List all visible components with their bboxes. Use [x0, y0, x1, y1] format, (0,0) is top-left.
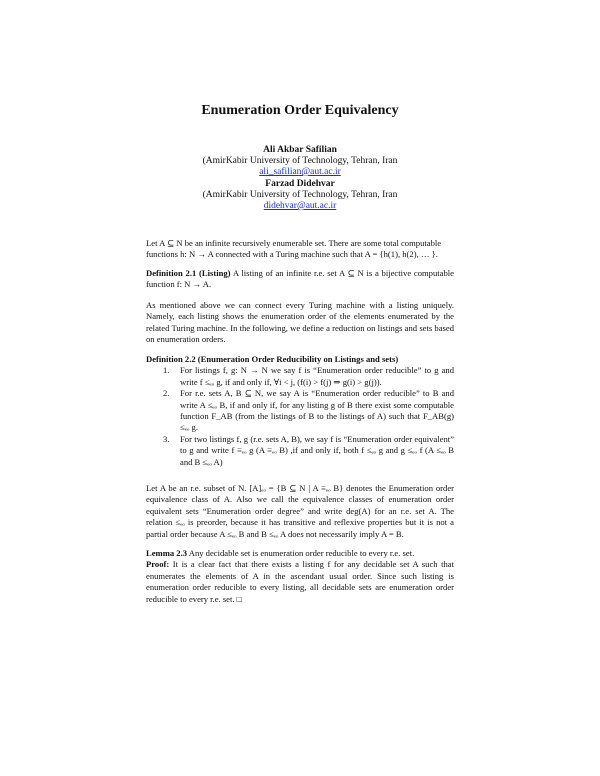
list-number: 1.	[163, 365, 170, 376]
definition-label: Definition 2.2 (Enumeration Order Reducibility on Listings and sets)	[146, 354, 399, 364]
paper-title: Enumeration Order Equivalency	[201, 103, 399, 118]
author-email[interactable]: ali_safilian@aut.ac.ir	[259, 167, 341, 177]
list-item	[146, 365, 454, 388]
list-text: For two listings f, g (r.e. sets A, B), we say f is “Enumeration order equivalent” to g and write f ≡ₑₒ g (A ≡ₑₒ B) ,if and only if, both f ≤ₑₒ g and g ≤ₑₒ f (A ≤ₑₒ B and B ≤ₑₒ A)	[180, 433, 454, 467]
proof-label: Proof:	[146, 559, 170, 570]
list-item	[146, 388, 454, 434]
paragraph-text: As mentioned above we can connect every Turing machine with a listing uniquely. Namely, each listing shows the enumeration order of the elements enumerated by the related Turing machine. In the following, we define a reduction on listings and sets based on enumeration orders.	[146, 300, 454, 345]
definition-label: Definition 2.1 (Listing)	[146, 268, 231, 278]
author-name: Ali Akbar Safilian	[263, 145, 337, 155]
lemma-text: Any decidable set is enumeration order reducible to every r.e. set.	[187, 548, 415, 558]
paragraph-listings	[146, 300, 454, 346]
lemma-2-3	[146, 548, 454, 605]
list-number: 2.	[163, 388, 170, 399]
author-name: Farzad Didehvar	[265, 179, 335, 189]
list-item	[146, 434, 454, 468]
lemma-label: Lemma 2.3	[146, 548, 188, 558]
list-text: For listings f, g: N → N we say f is “Enumeration order reducible” to g and write f ≤ₑₒ g, if and only if, ∀i < j, (f(i) > f(j) ⇒ g(i) > g(j)).	[180, 365, 454, 387]
intro-line-1: Let A ⊆ N be an infinite recursively enumerable set. There are some total computable	[146, 238, 442, 248]
definition-2-2	[146, 354, 454, 468]
author-block-2	[0, 179, 600, 212]
list-number: 3.	[163, 433, 170, 444]
author-affiliation: (AmirKabir University of Technology, Tehran, Iran	[202, 190, 398, 200]
definition-text: A listing of an infinite r.e. set A ⊆ N is a bijective computable function f: N → A.	[146, 268, 454, 290]
list-text: For r.e. sets A, B ⊆ N, we say A is “Enumeration order reducible” to B and write A ≤ₑₒ B, if and only if, for any listing g of B there exist some computable function F_AB (from the listings of B to the listings of A) such that F_AB(g) ≤ₑₒ g.	[180, 388, 454, 433]
intro-line-2: functions h: N → A connected with a Turing machine such that A = {h(1), h(2), … }.	[146, 249, 438, 260]
paragraph-text: Let A be an r.e. subset of N. [A]ₑₒ = {B ⊆ N | A ≡ₑₒ B} denotes the Enumeration order equivalence class of A. Also we call the equivalence classes of enumeration order equivalent sets “Enumeration order degree” and write deg(A) for an r.e. set A. The relation ≤ₑₒ is preorder, because it has transitive and reflexive properties but it is not a partial order because A ≤ₑₒ B and B ≤ₑₒ A does not necessarily imply A = B.	[146, 483, 454, 539]
author-block-1	[0, 145, 600, 178]
author-affiliation: (AmirKabir University of Technology, Tehran, Iran	[202, 156, 398, 166]
paragraph-equivalence	[146, 483, 454, 540]
proof-text: It is a clear fact that there exists a listing f for any decidable set A such that enumerates the elements of A in the ascendant usual order. Since such listing is enumeration order reducible to every listing, all decidable sets are enumeration order reducible to every r.e. set. □	[146, 559, 454, 604]
author-email[interactable]: didehvar@aut.ac.ir	[263, 201, 337, 211]
intro-paragraph	[146, 238, 454, 261]
definition-list	[146, 365, 454, 468]
definition-2-1	[146, 268, 454, 291]
